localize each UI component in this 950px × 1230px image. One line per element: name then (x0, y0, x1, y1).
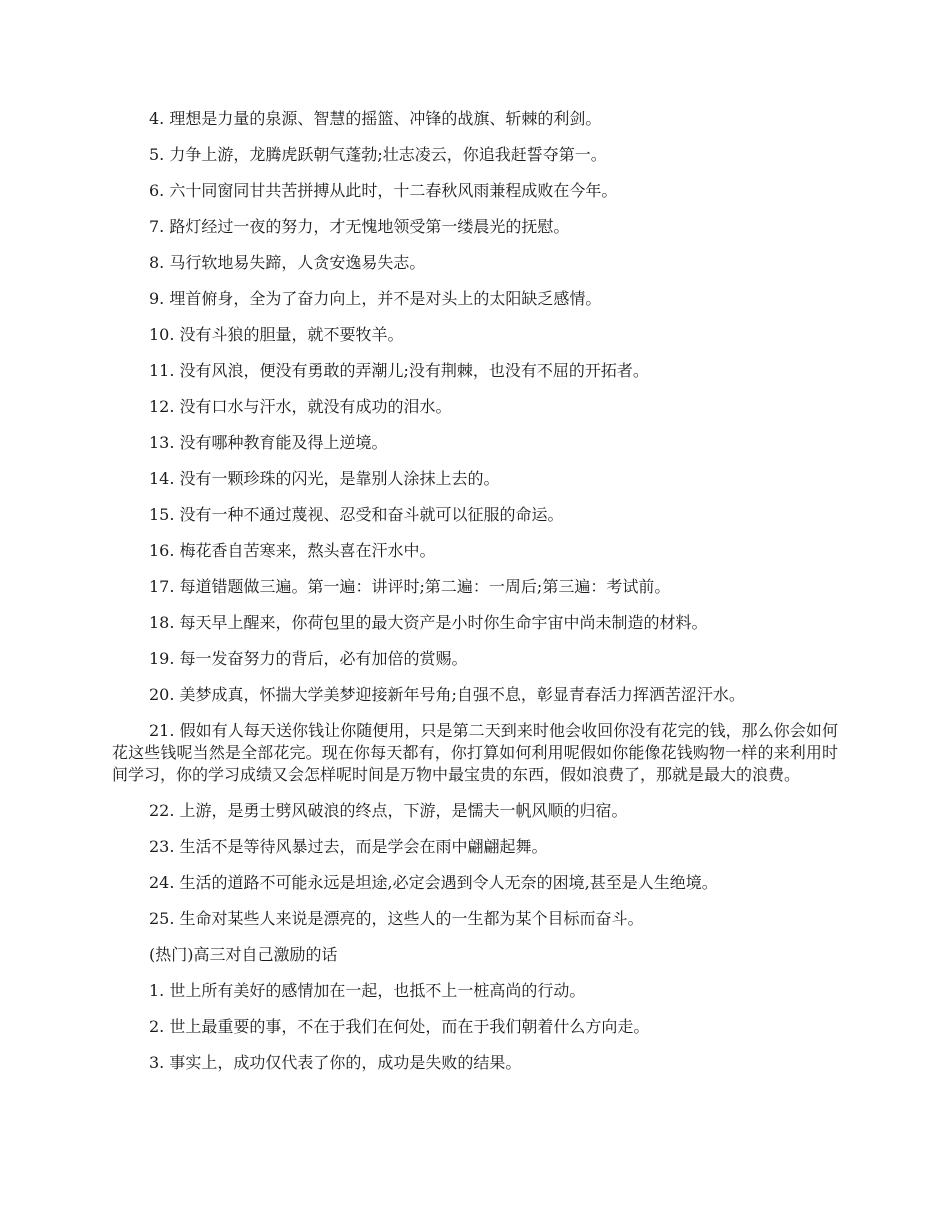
quote-4: 4. 理想是力量的泉源、智慧的摇篮、冲锋的战旗、斩棘的利剑。 (149, 109, 602, 128)
quote-11: 11. 没有风浪，便没有勇敢的弄潮儿;没有荆棘，也没有不屈的开拓者。 (149, 361, 649, 380)
quote-22: 22. 上游，是勇士劈风破浪的终点，下游，是懦夫一帆风顺的归宿。 (149, 801, 628, 820)
quote-13: 13. 没有哪种教育能及得上逆境。 (149, 433, 388, 452)
quote-12: 12. 没有口水与汗水，就没有成功的泪水。 (149, 397, 452, 416)
quote-14: 14. 没有一颗珍珠的闪光，是靠别人涂抹上去的。 (149, 469, 500, 488)
quote-21: 21. 假如有人每天送你钱让你随便用，只是第二天到来时他会收回你没有花完的钱，那么你会如何花这些钱呢当然是全部花完。现在你每天都有，你打算如何利用呢假如你能像花钱购物一样的来利用时间学习，你的学习成绩又会怎样呢时间是万物中最宝贵的东西，假如浪费了，那就是最大的浪费。 (112, 721, 838, 784)
quote-b1: 1. 世上所有美好的感情加在一起，也抵不上一桩高尚的行动。 (149, 981, 586, 1000)
section-heading: (热门)高三对自己激励的话 (149, 945, 338, 964)
quote-5: 5. 力争上游，龙腾虎跃朝气蓬勃;壮志凌云，你追我赶誓夺第一。 (149, 145, 607, 164)
quote-24: 24. 生活的道路不可能永远是坦途,必定会遇到令人无奈的困境,甚至是人生绝境。 (149, 873, 718, 892)
quote-18: 18. 每天早上醒来，你荷包里的最大资产是小时你生命宇宙中尚未制造的材料。 (149, 613, 708, 632)
quote-25: 25. 生命对某些人来说是漂亮的，这些人的一生都为某个目标而奋斗。 (149, 909, 644, 928)
quote-9: 9. 埋首俯身，全为了奋力向上，并不是对头上的太阳缺乏感情。 (149, 289, 602, 308)
quote-20: 20. 美梦成真，怀揣大学美梦迎接新年号角;自强不息，彰显青春活力挥洒苦涩汗水。 (149, 685, 745, 704)
quote-15: 15. 没有一种不通过蔑视、忍受和奋斗就可以征服的命运。 (149, 505, 564, 524)
quote-b2: 2. 世上最重要的事，不在于我们在何处，而在于我们朝着什么方向走。 (149, 1017, 650, 1036)
quote-b3: 3. 事实上，成功仅代表了你的，成功是失败的结果。 (149, 1053, 522, 1072)
quote-6: 6. 六十同窗同甘共苦拼搏从此时，十二春秋风雨兼程成败在今年。 (149, 181, 618, 200)
quote-10: 10. 没有斗狼的胆量，就不要牧羊。 (149, 325, 404, 344)
quote-8: 8. 马行软地易失蹄，人贪安逸易失志。 (149, 253, 426, 272)
quote-19: 19. 每一发奋努力的背后，必有加倍的赏赐。 (149, 649, 468, 668)
quote-23: 23. 生活不是等待风暴过去，而是学会在雨中翩翩起舞。 (149, 837, 548, 856)
quote-16: 16. 梅花香自苦寒来，熬头喜在汗水中。 (149, 541, 436, 560)
quote-7: 7. 路灯经过一夜的努力，才无愧地领受第一缕晨光的抚慰。 (149, 217, 570, 236)
quote-17: 17. 每道错题做三遍。第一遍：讲评时;第二遍：一周后;第三遍：考试前。 (149, 577, 671, 596)
